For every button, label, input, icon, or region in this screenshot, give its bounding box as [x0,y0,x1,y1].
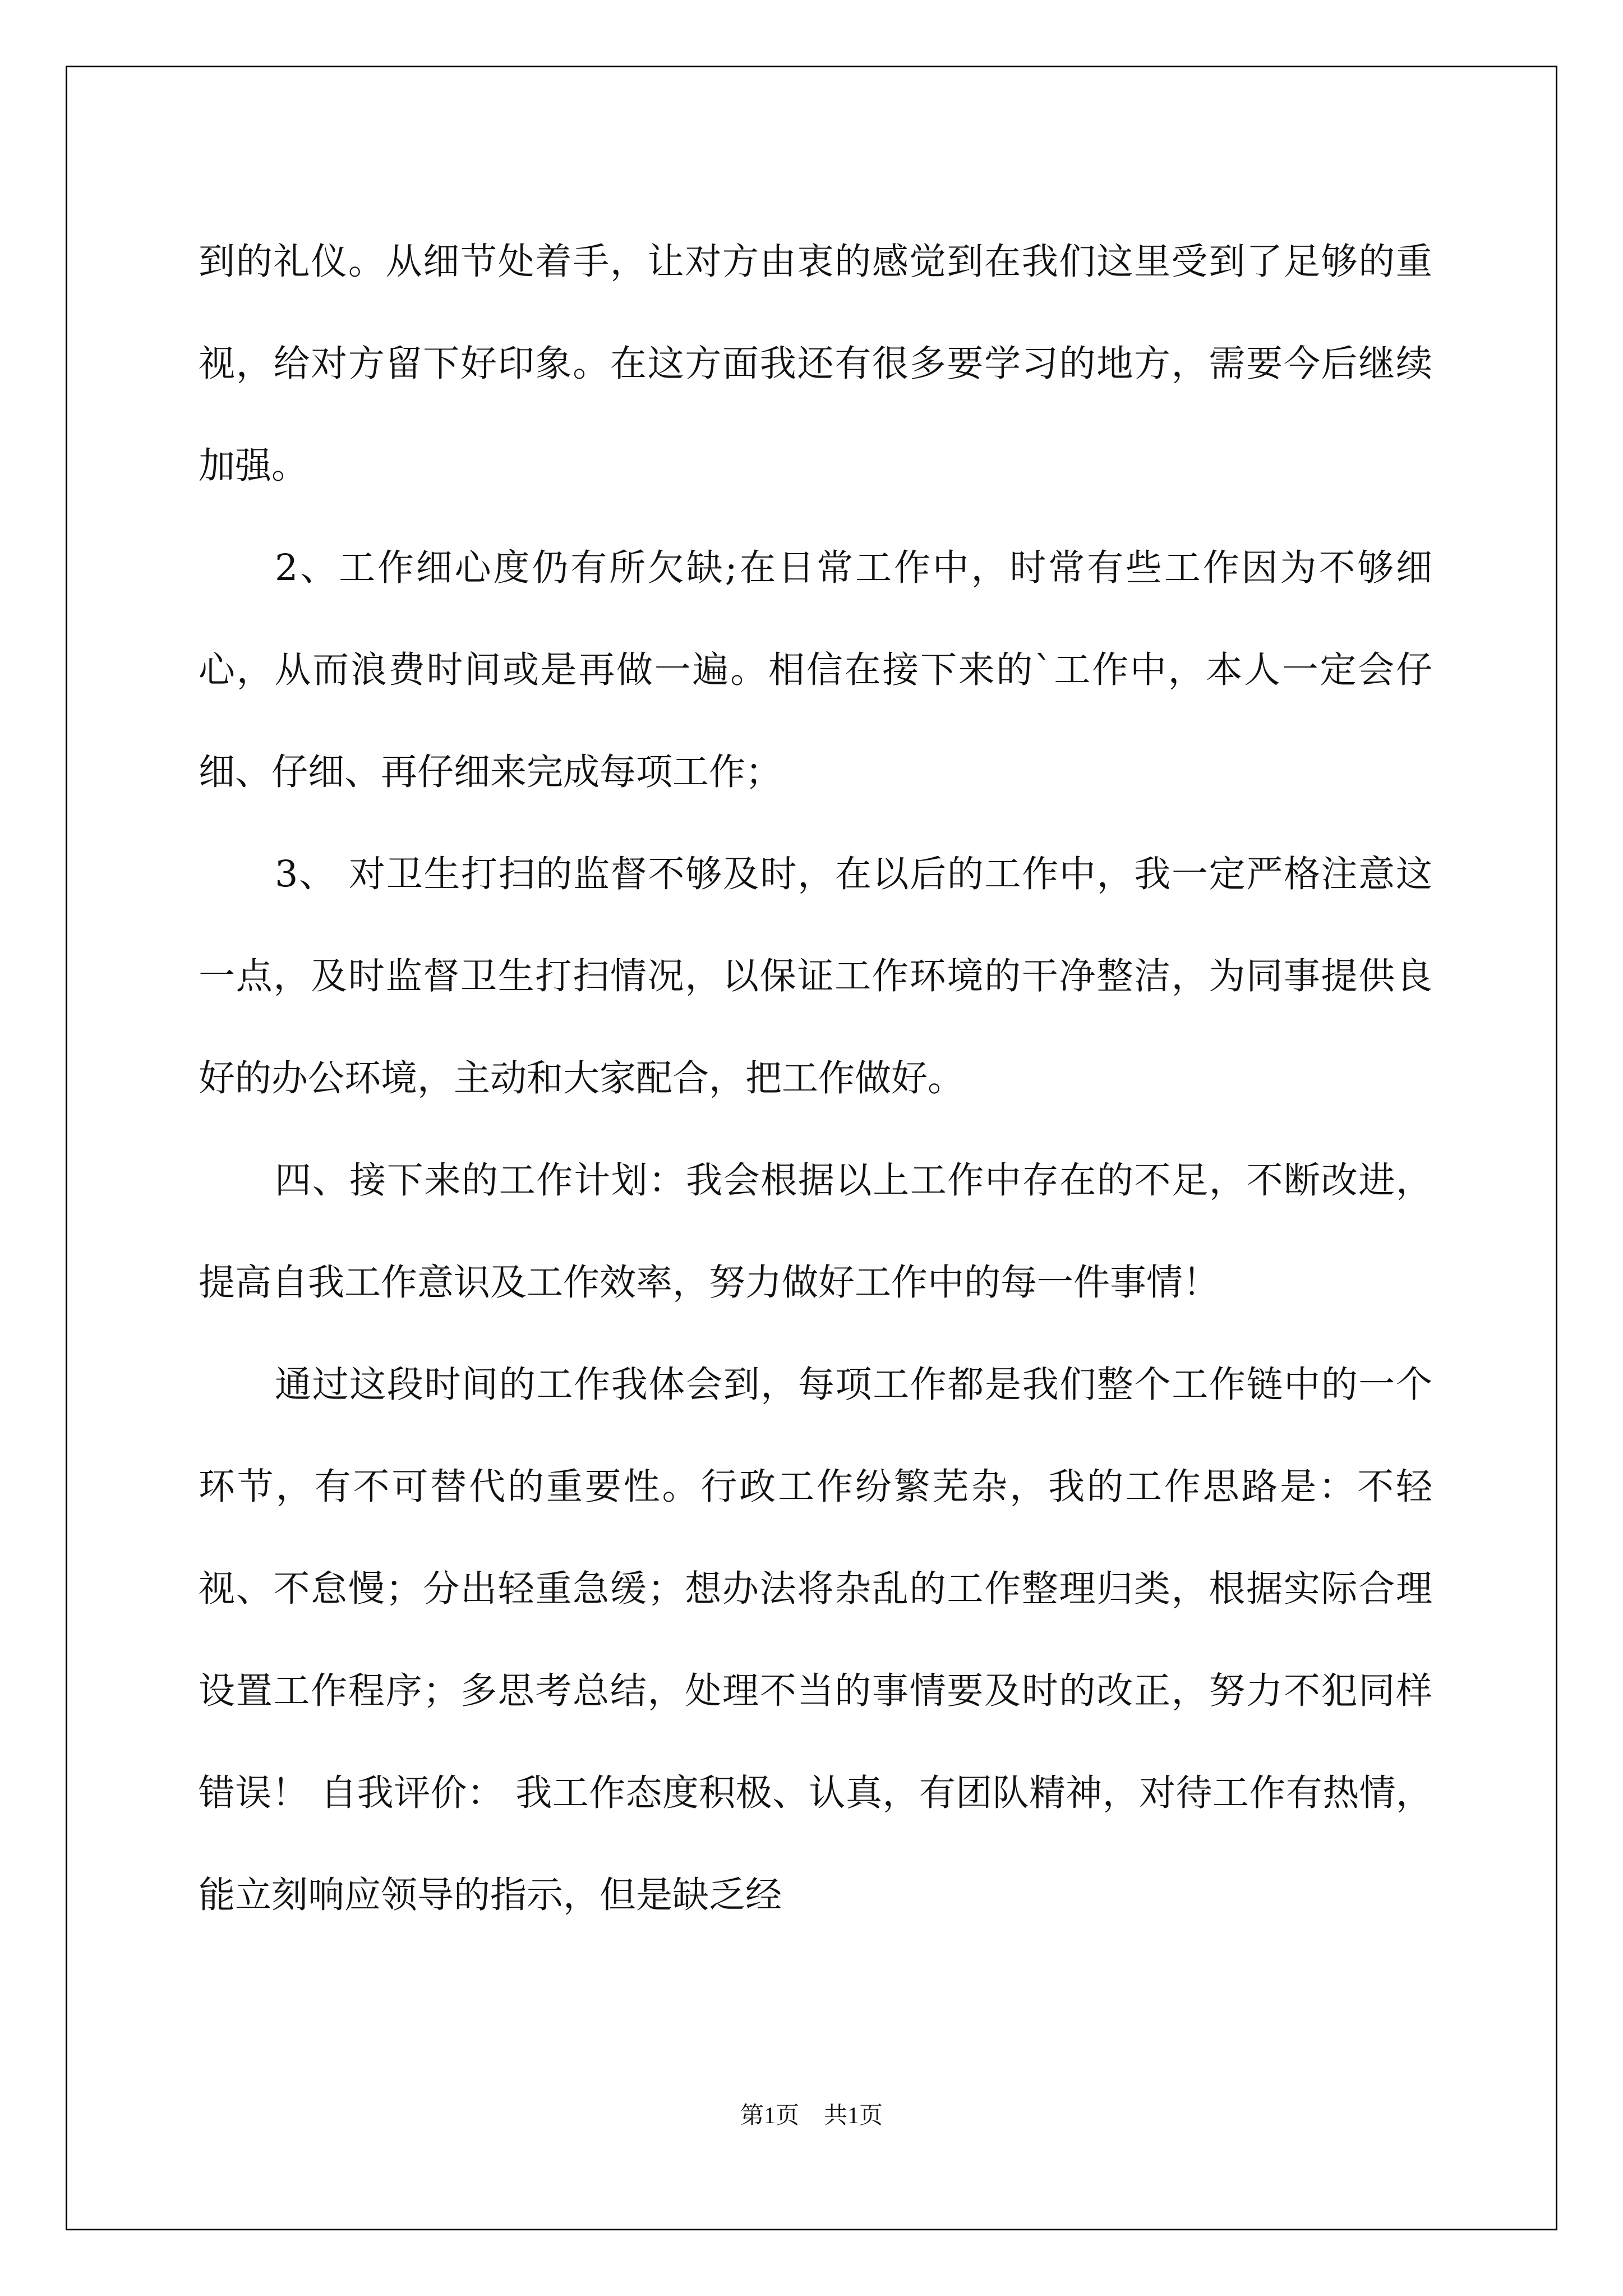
page-number: 第1页 [740,2103,799,2129]
paragraph-3: 3、 对卫生打扫的监督不够及时，在以后的工作中，我一定严格注意这一点，及时监督卫生打扫情况，以保证工作环境的干净整洁，为同事提供良好的办公环境，主动和大家配合，把工作做好。 [199,853,1432,1099]
paragraph-4: 四、接下来的工作计划：我会根据以上工作中存在的不足，不断改进，提高自我工作意识及工作效率，努力做好工作中的每一件事情！ [199,1159,1432,1304]
paragraph-5: 通过这段时间的工作我体会到，每项工作都是我们整个工作链中的一个环节，有不可替代的重要性。行政工作纷繁芜杂，我的工作思路是：不轻视、不怠慢；分出轻重急缓；想办法将杂乱的工作整理归类，根据实际合理设置工作程序；多思考总结，处理不当的事情要及时的改正，努力不犯同样错误！ 自我评价： 我工作态度积极、认真，有团队精神，对待工作有热情，能立刻响应领导的指示，但是缺乏经 [199,1364,1432,1916]
paragraph-1: 到的礼仪。从细节处着手，让对方由衷的感觉到在我们这里受到了足够的重视，给对方留下好印象。在这方面我还有很多要学习的地方，需要今后继续加强。 [199,241,1432,487]
paragraph-2: 2、工作细心度仍有所欠缺;在日常工作中，时常有些工作因为不够细心，从而浪费时间或是再做一遍。相信在接下来的`工作中，本人一定会仔细、仔细、再仔细来完成每项工作； [199,547,1432,793]
page-total: 共1页 [824,2103,883,2129]
page-footer [0,2099,1623,2133]
document-body [199,211,1432,1947]
